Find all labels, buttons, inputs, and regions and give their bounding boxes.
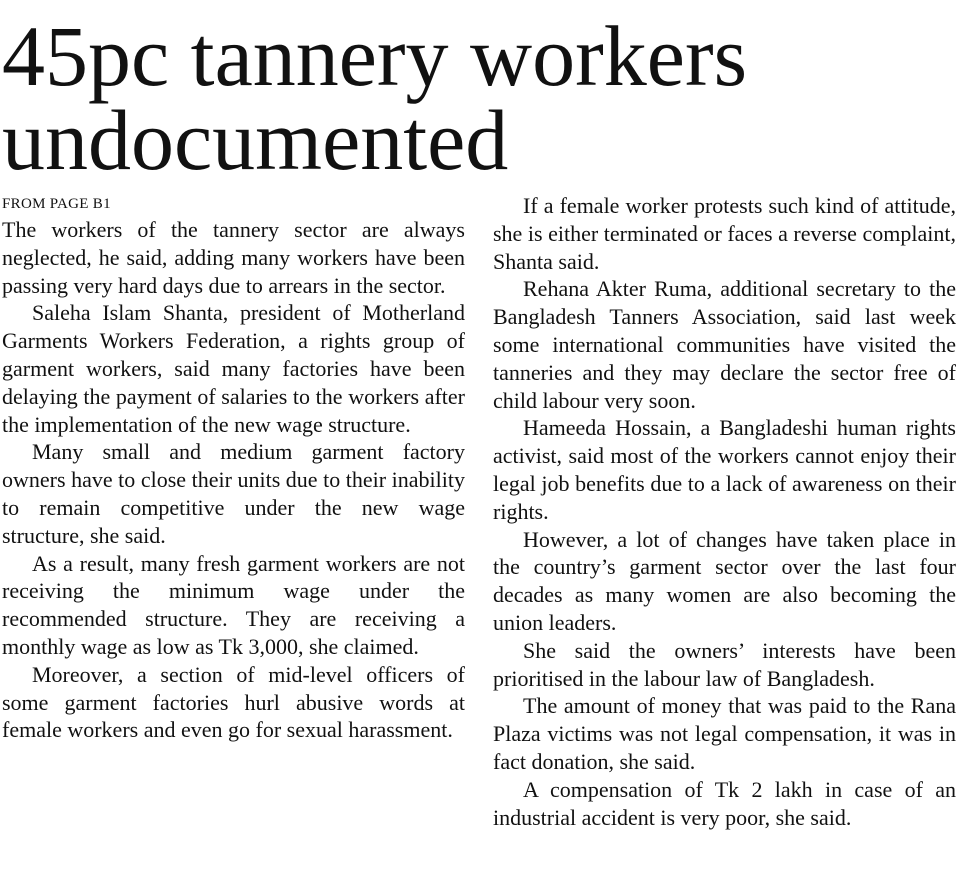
paragraph: Saleha Islam Shanta, president of Motherland Garments Workers Federation, a rights group of garment workers, said many factories have been delaying the payment of salaries to the workers after the implementation of the new wage structure. [2,300,465,437]
paragraph: Many small and medium garment factory owners have to close their units due to their inability to remain competitive under the new wage structure, she said. [2,439,465,548]
paragraph: A compensation of Tk 2 lakh in case of an industrial accident is very poor, she said. [493,776,956,830]
paragraph: Moreover, a section of mid-level officers of some garment factories hurl abusive words at female workers and even go for sexual harassment. [2,661,465,743]
article-column-right [493,192,956,831]
article-column-left [2,192,465,744]
paragraph: The workers of the tannery sector are always neglected, he said, adding many workers have been passing very hard days due to arrears in the sector. [2,217,465,298]
article-headline: 45pc tannery workers undocumented [2,8,748,188]
paragraph: Rehana Akter Ruma, additional secretary to the Bangladesh Tanners Association, said last week some international communities have visited the tanneries and they may declare the sector free of child labour very soon. [493,276,956,413]
paragraph: She said the owners’ interests have been prioritised in the labour law of Bangladesh. [493,637,956,691]
paragraph: The amount of money that was paid to the Rana Plaza victims was not legal compensation, it was in fact donation, she said. [493,693,956,774]
paragraph: If a female worker protests such kind of attitude, she is either terminated or faces a reverse complaint, Shanta said. [493,193,956,274]
paragraph: As a result, many fresh garment workers are not receiving the minimum wage under the recommended structure. They are receiving a monthly wage as low as Tk 3,000, she claimed. [2,550,465,659]
paragraph: Hameeda Hossain, a Bangladeshi human rights activist, said most of the workers cannot enjoy their legal job benefits due to a lack of awareness on their rights. [493,415,956,524]
paragraph: However, a lot of changes have taken place in the country’s garment sector over the last four decades as many women are also becoming the union leaders. [493,526,956,635]
dateline: FROM PAGE B1 [2,196,111,212]
